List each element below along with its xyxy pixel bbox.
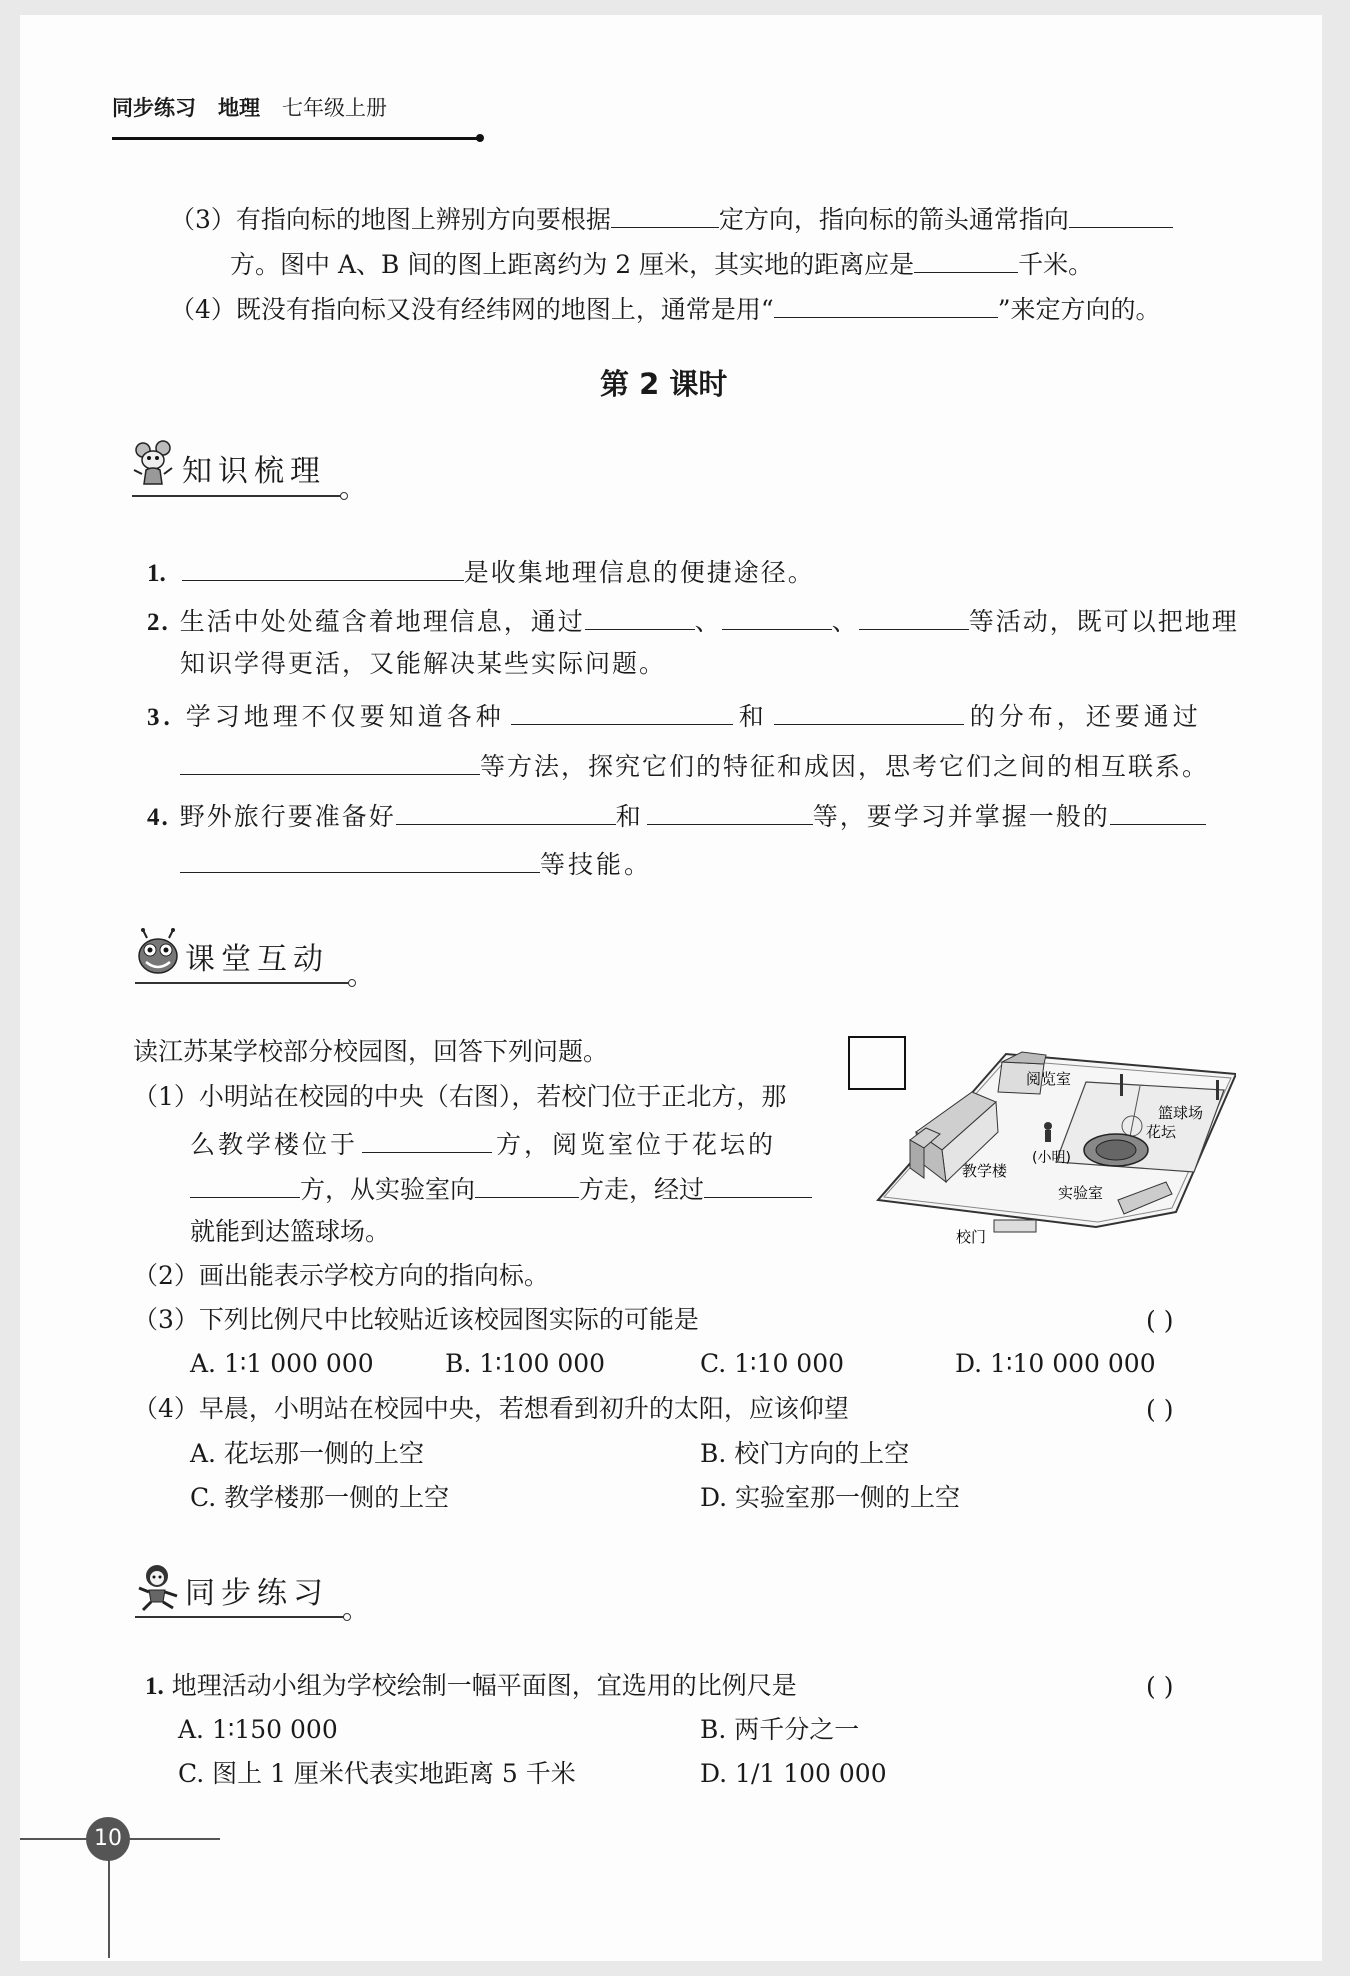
question-number: 1. — [147, 560, 166, 587]
classroom-q1-text-d: 方，从实验室向 — [300, 1175, 476, 1204]
answer-parentheses[interactable]: ( ) — [1146, 1306, 1174, 1335]
knowledge-q4-text-c: 等技能。 — [540, 850, 653, 879]
section-title: 知识梳理 — [182, 454, 326, 489]
separator: 、 — [694, 607, 722, 636]
header-subject: 地理 — [218, 96, 260, 120]
running-kid-mascot-icon — [133, 1562, 183, 1612]
blank[interactable] — [511, 700, 733, 725]
question-number: 4. — [147, 804, 170, 831]
blank[interactable] — [914, 248, 1018, 273]
prev-q4-text-b: ”来定方向的。 — [997, 295, 1161, 324]
blank[interactable] — [704, 1173, 812, 1198]
section-underline — [135, 982, 350, 984]
knowledge-q2-text-a: 生活中处处蕴含着地理信息，通过 — [179, 607, 585, 636]
classroom-intro: 读江苏某学校部分校园图，回答下列问题。 — [133, 1037, 609, 1066]
campus-map-illustration — [876, 1022, 1236, 1262]
blank[interactable] — [722, 605, 832, 630]
map-label-basketball-court: 篮球场 — [1158, 1104, 1204, 1122]
question-number: 2. — [147, 609, 170, 636]
prev-q4-text-a: （4）既没有指向标又没有经纬网的地图上，通常是用“ — [170, 295, 774, 324]
blank[interactable] — [611, 203, 719, 228]
knowledge-q3-text-c: 等方法，探究它们的特征和成因，思考它们之间的相互联系。 — [480, 752, 1210, 781]
classroom-q3-option-a[interactable]: A. 1∶1 000 000 — [190, 1349, 374, 1378]
section-underline — [135, 1616, 345, 1618]
classroom-q1-text-b: 么教学楼位于 — [190, 1130, 359, 1159]
separator: 、 — [831, 607, 859, 636]
practice-q1-text: 地理活动小组为学校绘制一幅平面图，宜选用的比例尺是 — [171, 1671, 797, 1700]
knowledge-q4-text-b: 等，要学习并掌握一般的 — [812, 802, 1110, 831]
knowledge-q3-text-a: 学习地理不仅要知道各种 — [185, 702, 505, 731]
answer-parentheses[interactable]: ( ) — [1146, 1395, 1174, 1424]
section-title: 课堂互动 — [185, 942, 329, 977]
map-label-teaching-building: 教学楼 — [962, 1162, 1008, 1180]
answer-parentheses[interactable]: ( ) — [1146, 1672, 1174, 1701]
classroom-q3-option-b[interactable]: B. 1∶100 000 — [445, 1349, 606, 1378]
running-header — [112, 92, 387, 122]
blank[interactable] — [362, 1128, 492, 1153]
practice-q1-option-a[interactable]: A. 1∶150 000 — [178, 1715, 338, 1744]
classroom-q4-option-c[interactable]: C. 教学楼那一侧的上空 — [190, 1483, 450, 1512]
classroom-q1-line1: （1）小明站在校园的中央（右图），若校门位于正北方，那 — [133, 1082, 787, 1111]
blank[interactable] — [180, 848, 540, 873]
classroom-q3-option-d[interactable]: D. 1∶10 000 000 — [955, 1349, 1156, 1378]
blank[interactable] — [859, 605, 969, 630]
classroom-q2: （2）画出能表示学校方向的指向标。 — [133, 1261, 549, 1290]
knowledge-q2-line1 — [147, 605, 1239, 638]
classroom-q3-option-c[interactable]: C. 1∶10 000 — [700, 1349, 845, 1378]
knowledge-q2-line2: 知识学得更活，又能解决某些实际问题。 — [180, 649, 667, 678]
knowledge-q3-line1 — [147, 700, 1202, 733]
knowledge-q4-text-a: 野外旅行要准备好 — [179, 802, 396, 831]
blank[interactable] — [585, 605, 695, 630]
prev-q3-text-c: 方。图中 A、B 间的图上距离约为 2 厘米，其实地的距离应是 — [230, 250, 915, 279]
classroom-q1-line2 — [190, 1128, 776, 1160]
knowledge-q1-text: 是收集地理信息的便捷途径。 — [463, 558, 815, 587]
map-label-flowerbed: 花坛 — [1146, 1123, 1177, 1141]
question-number: 1. — [145, 1673, 164, 1700]
mouse-mascot-icon — [130, 440, 180, 490]
knowledge-q1 — [147, 556, 815, 589]
prev-q3-text-d: 千米。 — [1018, 250, 1094, 279]
classroom-q1-line3 — [190, 1173, 812, 1205]
section-classroom-header — [133, 928, 329, 978]
practice-q1-option-c[interactable]: C. 图上 1 厘米代表实地距离 5 千米 — [178, 1759, 576, 1788]
knowledge-q3-and: 和 — [738, 702, 768, 731]
question-number: 3. — [147, 704, 174, 731]
classroom-q1-text-c: 方，阅览室位于花坛的 — [496, 1130, 777, 1159]
blank[interactable] — [1069, 203, 1173, 228]
bug-mascot-icon — [133, 928, 183, 978]
section-title: 同步练习 — [185, 1576, 329, 1611]
practice-q1-option-d[interactable]: D. 1/1 100 000 — [700, 1759, 887, 1788]
classroom-q1-line4: 就能到达篮球场。 — [190, 1217, 391, 1246]
section-underline — [132, 495, 342, 497]
page-number: 10 — [86, 1817, 130, 1861]
header-book: 同步练习 — [112, 96, 196, 120]
blank[interactable] — [475, 1173, 579, 1198]
blank[interactable] — [190, 1173, 300, 1198]
classroom-q4: （4）早晨，小明站在校园中央，若想看到初升的太阳，应该仰望 — [133, 1394, 849, 1423]
classroom-q4-option-d[interactable]: D. 实验室那一侧的上空 — [700, 1483, 961, 1512]
knowledge-q2-text-b: 等活动，既可以把地理 — [968, 607, 1239, 636]
map-label-lab: 实验室 — [1058, 1184, 1104, 1202]
blank[interactable] — [396, 800, 616, 825]
map-label-gate: 校门 — [956, 1228, 987, 1246]
blank[interactable] — [180, 750, 480, 775]
header-grade: 七年级上册 — [282, 96, 387, 120]
prev-q3-line2 — [230, 248, 1093, 280]
blank[interactable] — [1110, 800, 1206, 825]
blank[interactable] — [774, 700, 964, 725]
header-rule — [112, 137, 477, 140]
knowledge-q4-and: 和 — [615, 802, 643, 831]
classroom-q4-option-a[interactable]: A. 花坛那一侧的上空 — [190, 1439, 424, 1468]
blank[interactable] — [774, 293, 998, 318]
prev-q3-text-b: 定方向，指向标的箭头通常指向 — [718, 205, 1069, 234]
practice-q1 — [145, 1672, 797, 1702]
footer-vertical-rule — [108, 1848, 110, 1958]
blank[interactable] — [647, 800, 813, 825]
blank[interactable] — [182, 556, 464, 581]
prev-q3-line1 — [170, 203, 1173, 235]
knowledge-q3-text-b: 的分布，还要通过 — [969, 702, 1202, 731]
map-label-xiaoming: (小明) — [1032, 1150, 1071, 1166]
section-practice-header — [133, 1562, 329, 1612]
section-knowledge-header — [130, 440, 326, 490]
classroom-q3: （3）下列比例尺中比较贴近该校园图实际的可能是 — [133, 1305, 699, 1334]
prev-q3-text-a: （3）有指向标的地图上辨别方向要根据 — [170, 205, 611, 234]
knowledge-q3-line2 — [180, 750, 1209, 782]
prev-q4-line — [170, 293, 1161, 325]
lesson-title: 第 2 课时 — [600, 367, 728, 401]
practice-q1-option-b[interactable]: B. 两千分之一 — [700, 1715, 860, 1744]
map-label-reading-room: 阅览室 — [1026, 1070, 1072, 1088]
classroom-q4-option-b[interactable]: B. 校门方向的上空 — [700, 1439, 910, 1468]
knowledge-q4-line1 — [147, 800, 1206, 833]
classroom-q1-text-e: 方走，经过 — [579, 1175, 705, 1204]
knowledge-q4-line2 — [180, 848, 652, 880]
